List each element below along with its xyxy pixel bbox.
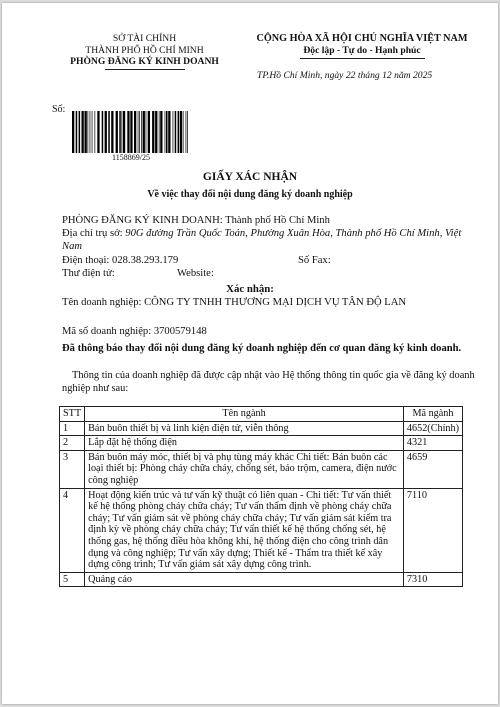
barcode-bar — [127, 111, 129, 153]
row-stt: 4 — [60, 488, 85, 572]
business-lines-table — [59, 406, 463, 587]
row-stt: 1 — [60, 421, 85, 436]
row-code: 4321 — [403, 436, 462, 451]
table-row — [60, 436, 463, 451]
issue-date: TP.Hồ Chí Minh, ngày 22 tháng 12 năm 2025 — [257, 70, 433, 81]
barcode-bar — [183, 111, 184, 153]
row-code: 4652(Chính) — [403, 421, 462, 436]
barcode-bar — [166, 111, 168, 153]
table-row — [60, 488, 463, 572]
barcode-bar — [180, 111, 182, 153]
national-motto: Độc lập - Tự do - Hạnh phúc — [303, 45, 421, 56]
row-stt: 3 — [60, 450, 85, 488]
row-name: Quảng cáo — [85, 572, 404, 587]
office-line — [62, 214, 330, 227]
company-name-line — [62, 296, 482, 309]
barcode-bar — [90, 111, 91, 153]
row-stt: 2 — [60, 436, 85, 451]
barcode-bar — [116, 111, 118, 153]
barcode-bar — [187, 111, 188, 153]
barcode-bar — [186, 111, 187, 153]
confirm-heading: Xác nhận: — [226, 283, 274, 295]
tax-code-line — [62, 325, 207, 338]
office-address — [62, 227, 482, 253]
phone-label: Điện thoại: — [62, 255, 110, 266]
barcode-bar — [175, 111, 177, 153]
row-name: Lắp đặt hệ thống điện — [85, 436, 404, 451]
notice-text: Đã thông báo thay đổi nội dung đăng ký doanh nghiệp đến cơ quan đăng ký kinh doanh. — [62, 343, 462, 354]
barcode-bar — [85, 111, 87, 153]
issuer-line-1: SỞ TÀI CHÍNH — [112, 33, 177, 44]
document-page — [2, 3, 498, 704]
row-name: Hoạt động kiến trúc và tư vấn kỹ thuật có liên quan - Chi tiết: Tư vấn thiết kế hệ thống phòng cháy chữa cháy; Tư vấn thẩm định về phòng cháy chữa cháy; Tư vấn giám sát về phòng cháy chữa cháy; Tư vấn giám sát kiểm tra định kỳ về phòng cháy chữa cháy; Tư vấn thiết kế hệ thống chống sét, hệ thống gas, hệ thống điều hòa không khí, hệ thống điện cho công trình dân dụng và công nghiệp; Tư vấn xây dựng; Thiết kế - Thẩm tra thiết kế xây dựng công trình; Tư vấn giám sát xây dựng công trình. — [85, 488, 404, 572]
barcode-bar — [79, 111, 81, 153]
barcode-bar — [168, 111, 170, 153]
document-title: GIẤY XÁC NHẬN — [202, 171, 298, 183]
row-stt: 5 — [60, 572, 85, 587]
barcode-bar — [122, 111, 123, 153]
table-header-row — [60, 407, 463, 422]
barcode-bar — [173, 111, 174, 153]
barcode-bar — [130, 111, 132, 153]
issuer-block — [52, 33, 237, 70]
barcode-bar — [148, 111, 150, 153]
number-label: Số: — [52, 104, 66, 115]
issuer-line-2: THÀNH PHỐ HỒ CHÍ MINH — [85, 44, 204, 56]
barcode-bar — [76, 111, 78, 153]
barcode-number: 1158869/25 — [112, 153, 150, 162]
row-name: Bán buôn máy móc, thiết bị và phụ tùng máy khác Chi tiết: Bán buôn các loại thiết bị: Phòng cháy chữa cháy, chống sét, báo trộm, camera, điện nước công nghiệp — [85, 450, 404, 488]
row-code: 7310 — [403, 572, 462, 587]
barcode-image — [70, 111, 190, 153]
intro-text: Thông tin của doanh nghiệp đã được cập nhật vào Hệ thống thông tin quốc gia về đăng ký doanh nghiệp như sau: — [62, 370, 475, 394]
barcode-bar — [160, 111, 162, 153]
barcode-bar — [119, 111, 121, 153]
barcode-bar — [108, 111, 110, 153]
row-code: 7110 — [403, 488, 462, 572]
address-label: Địa chỉ trụ sở: — [62, 228, 123, 239]
document-subtitle: Về việc thay đổi nội dung đăng ký doanh nghiệp — [147, 189, 353, 200]
phone-line — [62, 254, 178, 267]
barcode-bar — [138, 111, 139, 153]
barcode-bar — [165, 111, 166, 153]
barcode-bar — [92, 111, 93, 153]
address-value: 90G đường Trần Quốc Toản, Phường Xuân Hòa, Thành phố Hồ Chí Minh, Việt Nam — [62, 228, 462, 252]
barcode-bar — [146, 111, 147, 153]
barcode-bar — [178, 111, 180, 153]
phone-value: 028.38.293.179 — [112, 255, 179, 266]
barcode-bar — [105, 111, 107, 153]
barcode-bar — [141, 111, 142, 153]
header-stt: STT — [60, 407, 85, 422]
row-name: Bán buôn thiết bị và linh kiện điện tử, viễn thông — [85, 421, 404, 436]
company-name-value: CÔNG TY TNHH THƯƠNG MẠI DỊCH VỤ TÂN ĐỘ LAN — [144, 297, 407, 308]
barcode-bar — [72, 111, 74, 153]
motto-underline — [300, 58, 425, 59]
table-row — [60, 421, 463, 436]
barcode-bar — [143, 111, 145, 153]
office-label: PHÒNG ĐĂNG KÝ KINH DOANH: — [62, 215, 223, 226]
header-name: Tên ngành — [85, 407, 404, 422]
barcode-bar — [123, 111, 125, 153]
table-row — [60, 572, 463, 587]
barcode-bar — [155, 111, 157, 153]
national-name: CỘNG HÒA XÃ HỘI CHỦ NGHĨA VIỆT NAM — [256, 33, 468, 44]
barcode-bar — [139, 111, 140, 153]
table-row — [60, 450, 463, 488]
tax-code-value: 3700579148 — [153, 326, 207, 337]
tax-code-label: Mã số doanh nghiệp: — [62, 326, 152, 337]
barcode-bar — [134, 111, 136, 153]
barcode-bar — [95, 111, 96, 153]
barcode-bar — [82, 111, 84, 153]
website-label: Website: — [177, 268, 214, 279]
fax-label: Số Fax: — [298, 255, 331, 266]
barcode-bar — [159, 111, 160, 153]
barcode-bar — [88, 111, 89, 153]
barcode-bar — [152, 111, 154, 153]
barcode-bar — [111, 111, 113, 153]
company-name-label: Tên doanh nghiệp: — [62, 297, 142, 308]
email-label: Thư điện tử: — [62, 268, 115, 279]
office-value: Thành phố Hồ Chí Minh — [225, 215, 330, 226]
issuer-line-3: PHÒNG ĐĂNG KÝ KINH DOANH — [70, 56, 219, 67]
barcode-bar — [97, 111, 99, 153]
national-motto-block — [242, 33, 482, 59]
issuer-underline — [105, 69, 185, 70]
header-code: Mã ngành — [403, 407, 462, 422]
row-code: 4659 — [403, 450, 462, 488]
barcode-bar — [102, 111, 104, 153]
